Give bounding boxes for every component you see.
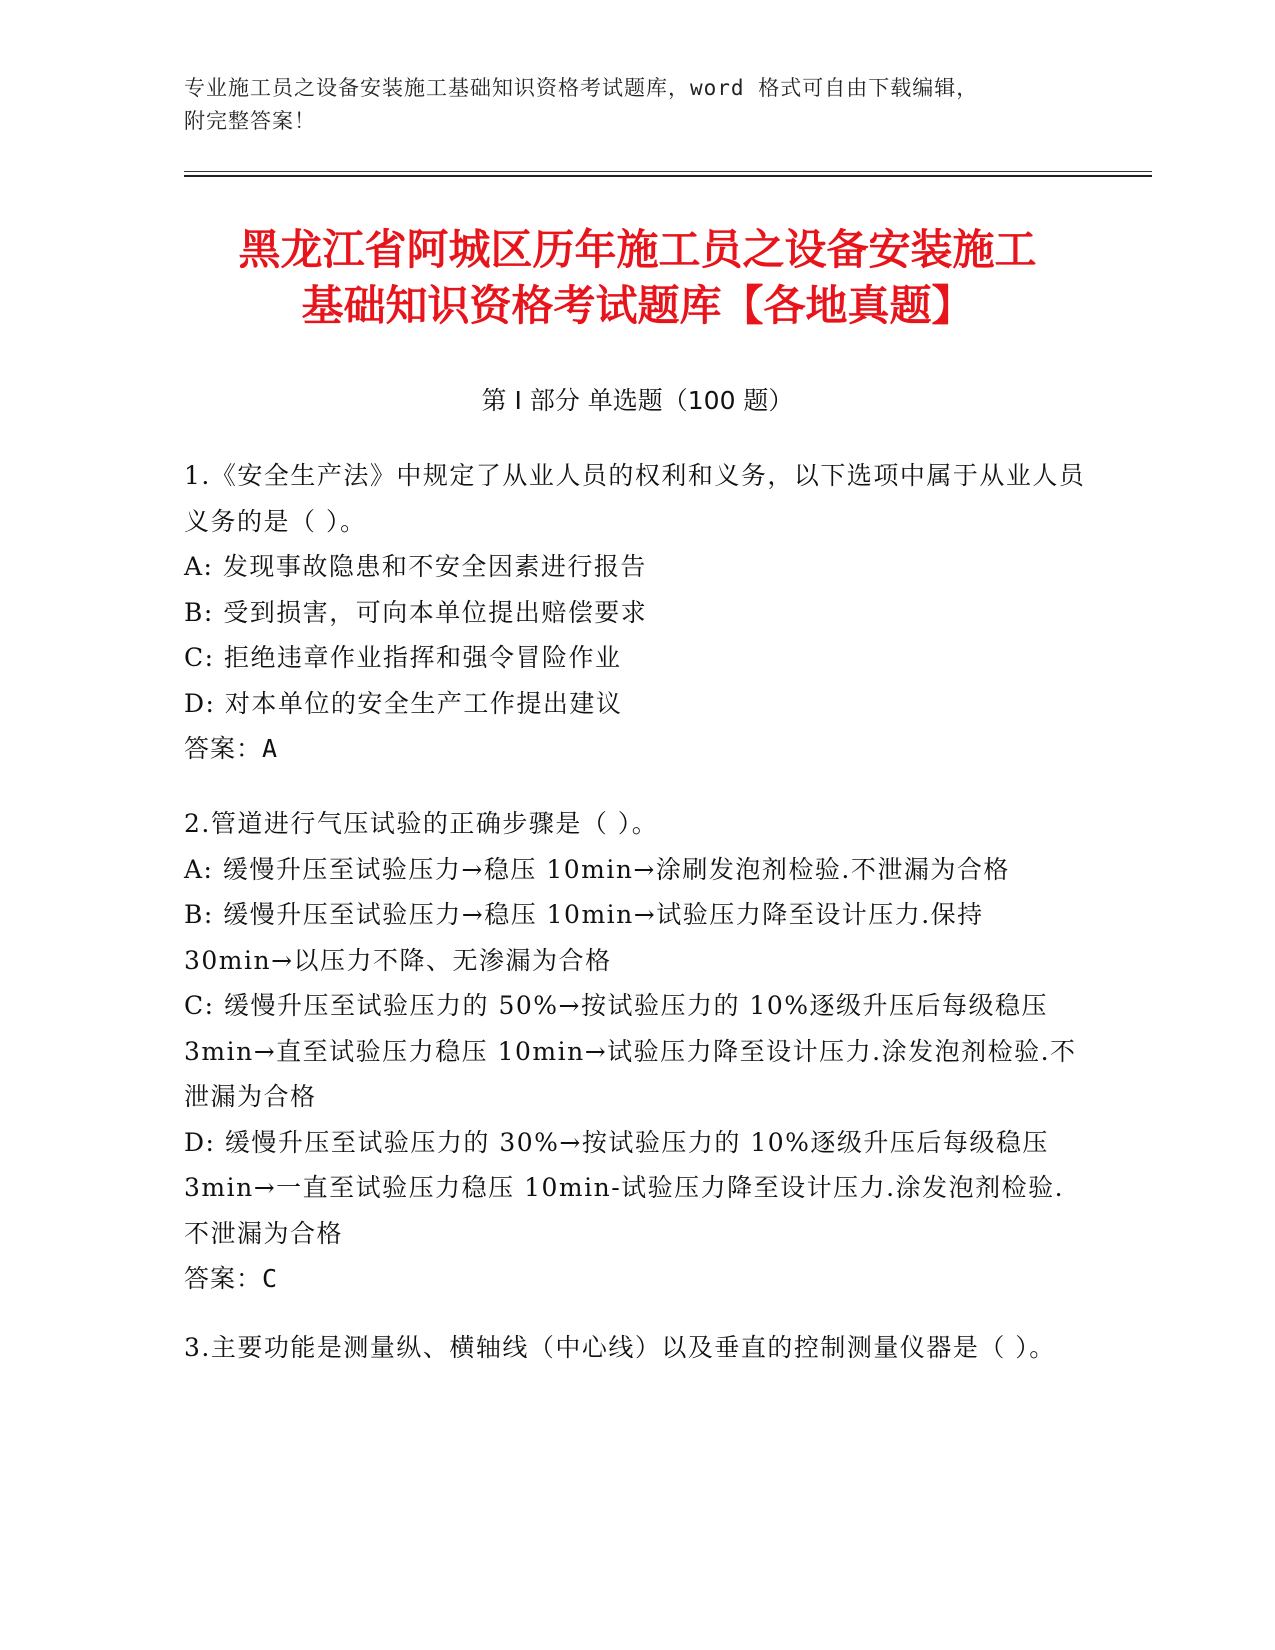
question-1: [184, 453, 1089, 772]
option-d: D: 缓慢升压至试验压力的 30%→按试验压力的 10%逐级升压后每级稳压 3min→一直至试验压力稳压 10min-试验压力降至设计压力.涂发泡剂检验.不泄漏为合格: [184, 1127, 1065, 1248]
option-b: B: 受到损害，可向本单位提出赔偿要求: [184, 597, 648, 627]
document-title: [170, 222, 1105, 334]
answer-label: 答案：: [184, 734, 263, 763]
answer-value: A: [262, 734, 279, 763]
header-divider-thin: [184, 171, 1152, 172]
header-note: [184, 72, 1084, 138]
document-title-line-2: 基础知识资格考试题库【各地真题】: [301, 281, 974, 330]
option-a: A: 缓慢升压至试验压力→稳压 10min→涂刷发泡剂检验.不泄漏为合格: [184, 854, 1010, 884]
option-a: A: 发现事故隐患和不安全因素进行报告: [184, 552, 647, 581]
question-stem: 3.主要功能是测量纵、横轴线（中心线）以及垂直的控制测量仪器是（ ）。: [184, 1333, 1056, 1362]
option-b: B: 缓慢升压至试验压力→稳压 10min→试验压力降至设计压力.保持 30min→以压力不降、无渗漏为合格: [184, 900, 984, 975]
header-divider-thick: [184, 175, 1152, 177]
header-note-line-2: 附完整答案！: [184, 109, 316, 133]
answer-line: [184, 726, 1089, 772]
question-2: [184, 801, 1089, 1302]
answer-value: C: [262, 1264, 279, 1293]
document-title-line-1: 黑龙江省阿城区历年施工员之设备安装施工: [238, 225, 1037, 274]
option-c: C: 拒绝违章作业指挥和强令冒险作业: [184, 643, 622, 672]
option-c: C: 缓慢升压至试验压力的 50%→按试验压力的 10%逐级升压后每级稳压 3min→直至试验压力稳压 10min→试验压力降至设计压力.涂发泡剂检验.不泄漏为合格: [184, 991, 1077, 1111]
question-3: [184, 1325, 1089, 1371]
question-stem: 2.管道进行气压试验的正确步骤是（ ）。: [184, 809, 659, 838]
question-stem: 1.《安全生产法》中规定了从业人员的权利和义务，以下选项中属于从业人员义务的是（ ）。: [184, 461, 1086, 536]
answer-label: 答案：: [184, 1264, 263, 1293]
option-d: D: 对本单位的安全生产工作提出建议: [184, 688, 623, 718]
header-note-line-1: 专业施工员之设备安装施工基础知识资格考试题库，word 格式可自由下载编辑，: [184, 76, 979, 100]
section-heading: 第 I 部分 单选题（100 题）: [481, 386, 794, 415]
answer-line: [184, 1256, 1089, 1302]
